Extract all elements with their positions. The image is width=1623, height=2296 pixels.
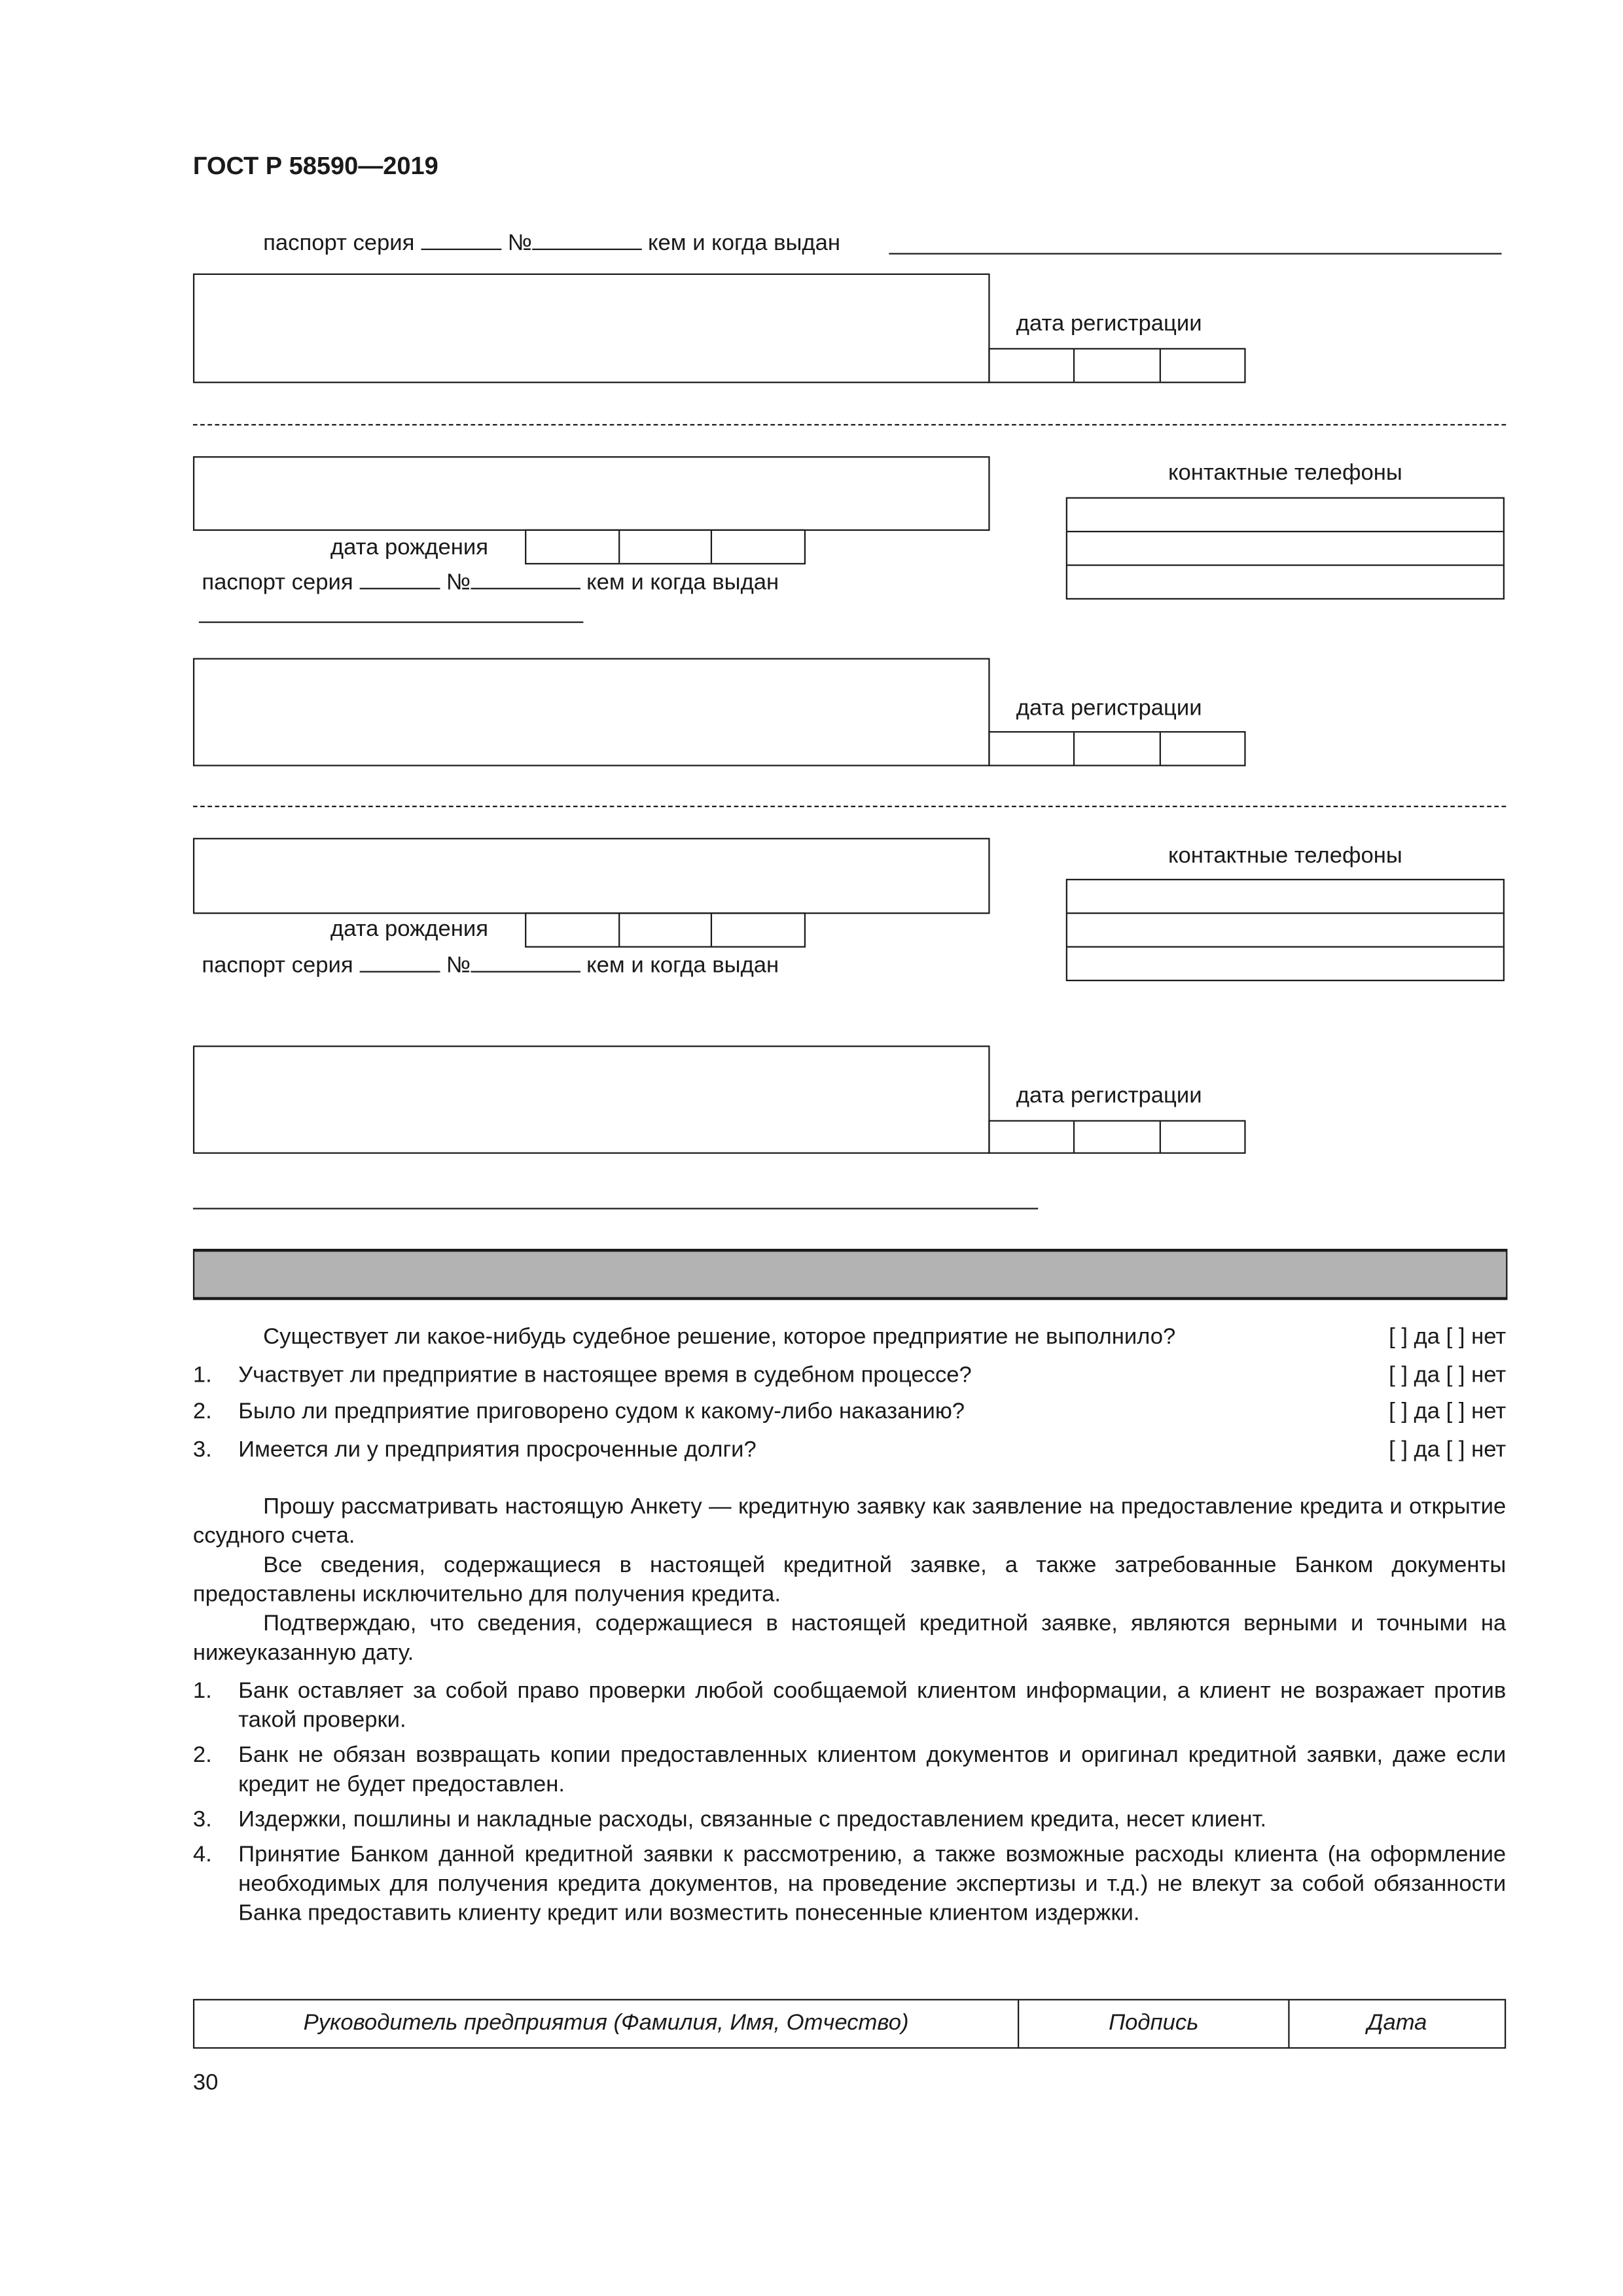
condition-item <box>193 1841 1506 1929</box>
birth-date-cells-2[interactable] <box>525 529 806 565</box>
name-box-2[interactable] <box>193 456 990 531</box>
label: паспорт серия <box>202 953 353 978</box>
item-number: 4. <box>192 1842 212 1868</box>
series-field[interactable] <box>421 228 501 251</box>
registration-date-cells-1[interactable] <box>988 348 1245 384</box>
question-text: Существует ли какое-нибудь судебное решение, которое предприятие не выполнило? <box>263 1325 1176 1350</box>
address-box-1[interactable] <box>193 274 990 384</box>
item-number: 2. <box>192 1743 212 1768</box>
signature-table <box>193 1999 1506 2049</box>
signature-cell[interactable]: Подпись <box>1018 2000 1288 2047</box>
contact-phones-label: контактные телефоны <box>1168 460 1402 486</box>
birth-date-label: дата рождения <box>330 916 488 942</box>
paragraph: Прошу рассматривать настоящую Анкету — кредитную заявку как заявление на предоставление кредита и открытие ссудного счета. <box>192 1494 1507 1549</box>
registration-date-label: дата регистрации <box>1016 696 1202 721</box>
registration-date-cells-3[interactable] <box>988 1120 1245 1153</box>
contact-phones-label: контактные телефоны <box>1168 844 1402 869</box>
question-text: Было ли предприятие приговорено судом к какому-либо наказанию? <box>238 1399 965 1425</box>
birth-date-cells-3[interactable] <box>525 912 806 948</box>
issued-by-field[interactable] <box>199 622 584 623</box>
number-field[interactable] <box>471 950 580 973</box>
item-text: Банк оставляет за собой право проверки любой сообщаемой клиентом информации, а клиент не возражает против такой проверки. <box>238 1678 1507 1733</box>
yes-no-choice[interactable]: [ ] да [ ] нет <box>1389 1363 1507 1388</box>
section-bar <box>193 1249 1508 1300</box>
phones-table-3[interactable] <box>1066 879 1505 981</box>
head-name-cell[interactable]: Руководитель предприятия (Фамилия, Имя, Отчество) <box>303 2011 909 2036</box>
label: кем и когда выдан <box>647 231 841 256</box>
dashed-divider <box>193 806 1506 807</box>
series-field[interactable] <box>359 950 440 973</box>
declaration-text <box>193 1493 1506 1935</box>
birth-date-label: дата рождения <box>330 535 488 560</box>
registration-date-label: дата регистрации <box>1016 311 1202 336</box>
question-text: Имеется ли у предприятия просроченные долги? <box>238 1437 757 1463</box>
condition-item <box>193 1742 1506 1800</box>
yes-no-choice[interactable]: [ ] да [ ] нет <box>1389 1399 1507 1425</box>
date-cell[interactable]: Дата <box>1288 2000 1505 2047</box>
yes-no-choice[interactable]: [ ] да [ ] нет <box>1389 1325 1507 1350</box>
number-field[interactable] <box>532 228 642 251</box>
label: кем и когда выдан <box>586 953 779 978</box>
address-box-2[interactable] <box>193 658 990 766</box>
question-3 <box>193 1437 1506 1463</box>
item-text: Принятие Банком данной кредитной заявки к рассмотрению, а также возможные расходы клиента (на оформление необходимых для получения кредита документов, на проведение экспертизы и т.д.) не влекут за собой обязанности Банка предоставить клиенту кредит или возместить понесенные клиентом издержки. <box>238 1842 1507 1926</box>
label: № <box>446 953 471 978</box>
number-field[interactable] <box>471 567 580 590</box>
condition-item <box>193 1677 1506 1736</box>
passport-line-1 <box>263 228 840 258</box>
yes-no-choice[interactable]: [ ] да [ ] нет <box>1389 1437 1507 1463</box>
registration-date-label: дата регистрации <box>1016 1083 1202 1109</box>
name-box-3[interactable] <box>193 838 990 914</box>
condition-item <box>193 1806 1506 1835</box>
passport-line-3 <box>202 950 779 980</box>
dashed-divider <box>193 424 1506 425</box>
paragraph: Все сведения, содержащиеся в настоящей кредитной заявке, а также затребованные Банком документы предоставлены исключительно для получения кредита. <box>192 1552 1507 1607</box>
issued-by-field[interactable] <box>889 253 1501 255</box>
page-number: 30 <box>192 2070 219 2096</box>
item-text: Издержки, пошлины и накладные расходы, связанные с предоставлением кредита, несет клиент. <box>238 1807 1267 1833</box>
label: № <box>507 231 532 256</box>
phones-table-2[interactable] <box>1066 497 1505 600</box>
question-number: 1. <box>192 1363 212 1388</box>
series-field[interactable] <box>359 567 440 590</box>
label: № <box>446 570 471 596</box>
item-number: 3. <box>192 1807 212 1833</box>
question-text: Участвует ли предприятие в настоящее время в судебном процессе? <box>238 1363 972 1388</box>
address-box-3[interactable] <box>193 1045 990 1153</box>
question-1 <box>193 1363 1506 1389</box>
passport-line-2 <box>202 567 779 597</box>
question-2 <box>193 1399 1506 1426</box>
question-0 <box>193 1325 1506 1351</box>
blank-line[interactable] <box>193 1208 1038 1209</box>
paragraph: Подтверждаю, что сведения, содержащиеся в настоящей кредитной заявке, являются верными и точными на нижеуказанную дату. <box>192 1611 1507 1666</box>
label: паспорт серия <box>263 231 415 256</box>
item-text: Банк не обязан возвращать копии предоставленных клиентом документов и оригинал кредитной заявки, даже если кредит не будет предоставлен. <box>238 1743 1507 1797</box>
label: паспорт серия <box>202 570 353 596</box>
page-title: ГОСТ Р 58590—2019 <box>192 152 438 180</box>
registration-date-cells-2[interactable] <box>988 731 1245 766</box>
question-number: 3. <box>192 1437 212 1463</box>
item-number: 1. <box>192 1678 212 1704</box>
question-number: 2. <box>192 1399 212 1425</box>
label: кем и когда выдан <box>586 570 779 596</box>
